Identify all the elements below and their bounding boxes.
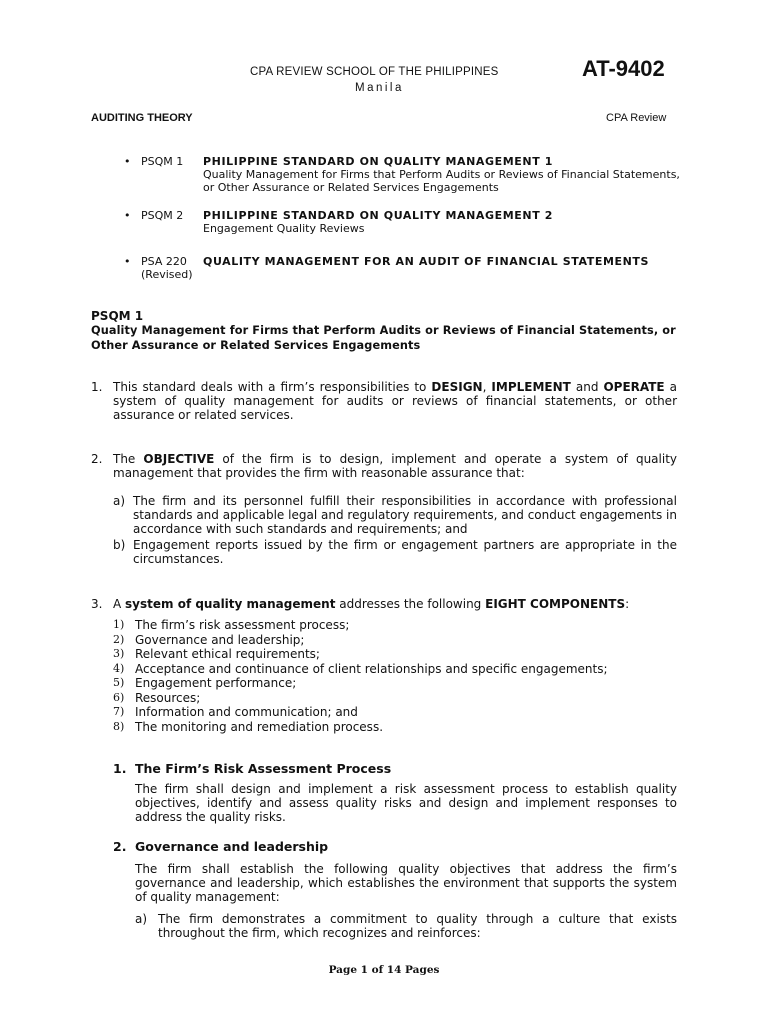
paragraph-2 <box>91 452 677 480</box>
paragraph-number: 2. <box>91 452 103 466</box>
standard-description: Quality Management for Firms that Perform Audits or Reviews of Financial Statements, or Other Assurance or Related Services Engagements <box>203 168 680 194</box>
subsection-heading-1: 1. The Firm’s Risk Assessment Process <box>113 761 392 776</box>
standard-description: Engagement Quality Reviews <box>203 222 365 235</box>
paragraph-2-item-a <box>113 494 677 536</box>
item-text: The firm demonstrates a commitment to quality through a culture that exists throughout the firm, which recognizes and reinforces: <box>158 912 677 940</box>
paragraph-body: This standard deals with a firm’s responsibilities to DESIGN, IMPLEMENT and OPERATE a system of quality management for audits or reviews of financial statements, or other assurance or related services. <box>113 380 677 422</box>
paragraph-2-item-b <box>113 538 677 566</box>
standard-code: PSQM 1 <box>141 155 184 168</box>
item-label: b) <box>113 538 126 552</box>
paragraph-1 <box>91 380 677 422</box>
standard-code: PSA 220 (Revised) <box>141 255 193 281</box>
paragraph-number: 3. <box>91 597 103 611</box>
section-title: PSQM 1 <box>91 309 144 323</box>
subsection-2-item-a <box>135 912 677 940</box>
section-subtitle: Quality Management for Firms that Perform Audits or Reviews of Financial Statements, or Other Assurance or Related Services Engagements <box>91 324 676 352</box>
item-label: a) <box>135 912 148 926</box>
bullet-icon: • <box>124 209 131 222</box>
subsection-heading-2: 2. Governance and leadership <box>113 839 329 854</box>
standard-code: PSQM 2 <box>141 209 184 222</box>
standard-title: QUALITY MANAGEMENT FOR AN AUDIT OF FINANCIAL STATEMENTS <box>203 255 650 268</box>
item-text: The firm and its personnel fulfill their responsibilities in accordance with professional standards and applicable legal and regulatory requirements, and conduct engagements in accordance with such standards and requirements; and <box>133 494 677 536</box>
paragraph-body: The OBJECTIVE of the firm is to design, implement and operate a system of quality management that provides the firm with reasonable assurance that: <box>113 452 677 480</box>
item-text: Engagement reports issued by the firm or engagement partners are appropriate in the circumstances. <box>133 538 677 566</box>
subsection-body-1: The firm shall design and implement a risk assessment process to establish quality objectives, identify and assess quality risks and design and implement responses to address the quality risks. <box>135 782 677 824</box>
document-code: AT-9402 <box>582 56 665 81</box>
page-footer: Page 1 of 14 Pages <box>328 964 440 976</box>
standard-title: PHILIPPINE STANDARD ON QUALITY MANAGEMENT 2 <box>203 209 554 222</box>
paragraph-body: A system of quality management addresses the following EIGHT COMPONENTS: <box>113 597 630 611</box>
standard-title: PHILIPPINE STANDARD ON QUALITY MANAGEMENT 1 <box>203 155 554 168</box>
subject-title: AUDITING THEORY <box>91 112 193 124</box>
bullet-icon: • <box>124 155 131 168</box>
subsection-body-2: The firm shall establish the following quality objectives that address the firm’s governance and leadership, which establishes the environment that supports the system of quality management: <box>135 862 677 904</box>
school-name: CPA REVIEW SCHOOL OF THE PHILIPPINES <box>250 66 499 78</box>
paragraph-number: 1. <box>91 380 103 394</box>
paragraph-3 <box>91 597 677 611</box>
document-page: CPA REVIEW SCHOOL OF THE PHILIPPINES Manila AT-9402 AUDITING THEORY CPA Review • PSQM 1 PHILIPPINE STANDARD ON QUALITY MANAGEMENT 1 Quality Management for Firms that Perform Audits or Reviews of Financial Statements, or Other Assurance or Related Services Engagements • PSQM 2 PHILIPPINE STANDARD ON QUALITY MANAGEMENT 2 Engagement Quality Reviews • PSA 220 (Revised) QUALITY MANAGEMENT FOR AN AUDIT OF FINANCIAL STATEMENTS PSQM 1 Quality Management for Firms that Perform Audits or Reviews of Financial Statements, or Other Assurance or Related Services Engagements 1. This standard deals with a firm’s responsibilities to DESIGN, IMPLEMENT and OPERATE a system of quality management for audits or reviews of financial statements, or other assurance or related services. 2. The OBJECTIVE of the firm is to design, implement and operate a system of quality management that provides the firm with reasonable assurance that: a) The firm and its personnel fulfill their responsibilities in accordance with professional standards and applicable legal and regulatory requirements, and conduct engagements in accordance with such standards and requirements; and b) Engagement reports issued by the firm or engagement partners are appropriate in the circumstances. 3. A system of quality management addresses the following EIGHT COMPONENTS: 1) The firm’s risk assessment process; 2) Governance and leadership; 3) Relevant ethical requirements; 4) Acceptance and continuance of client relationships and specific engagements; 5) Engagement performance; 6) Resources; 7) Information and communication; and 8) The monitoring and remediation process. 1. The Firm’s Risk Assessment Process The firm shall design and implement a risk assessment process to establish quality objectives, identify and assess quality risks and design and implement responses to address the quality risks. 2. Governance and leadership The firm shall establish the following quality objectives that address the firm’s governance and leadership, which establishes the environment that supports the system of quality management: a) The firm demonstrates a commitment to quality through a culture that exists throughout the firm, which recognizes and reinforces: Page 1 of 14 Pages <box>0 0 768 1024</box>
item-label: a) <box>113 494 126 508</box>
bullet-icon: • <box>124 255 131 268</box>
school-city: Manila <box>355 82 404 94</box>
review-label: CPA Review <box>606 112 667 124</box>
